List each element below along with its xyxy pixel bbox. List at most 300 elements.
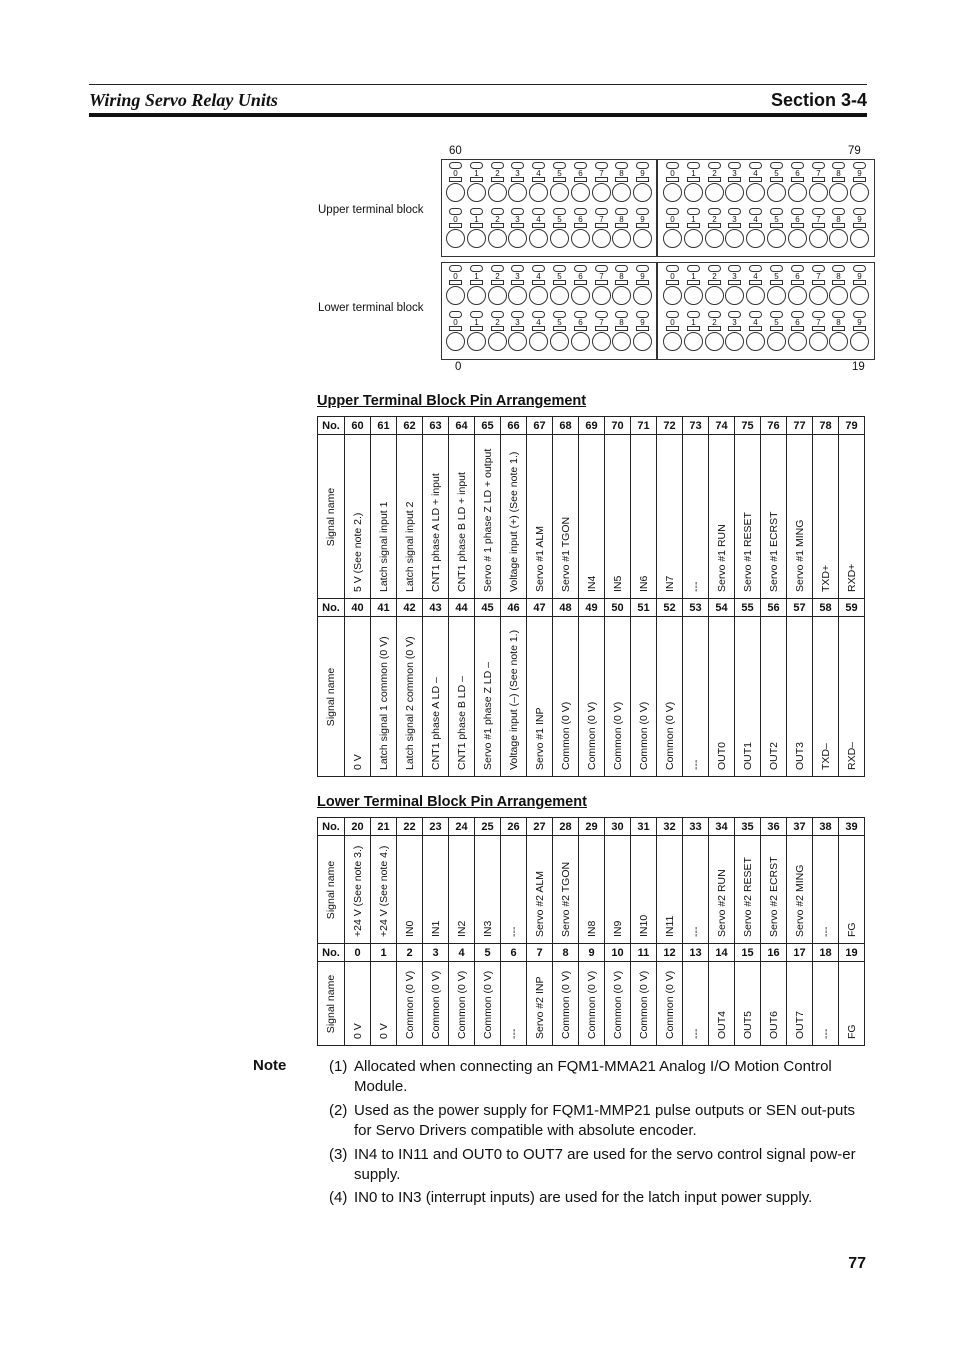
- pin-number: 72: [657, 417, 683, 435]
- pin-bar: [470, 280, 483, 285]
- terminal-screw: [488, 286, 507, 305]
- pin-number: 11: [631, 944, 657, 962]
- terminal-screw: [829, 332, 848, 351]
- pin-bar: [749, 326, 762, 331]
- signal-cell: [683, 435, 709, 599]
- signal-cell: [657, 435, 683, 599]
- pin-number: 70: [605, 417, 631, 435]
- pin-number: 44: [449, 599, 475, 617]
- page-number: 77: [848, 1255, 866, 1272]
- pin-digit: 6: [795, 318, 800, 327]
- signal-cell: [839, 836, 865, 944]
- note-text: Allocated when connecting an FQM1-MMA21 Analog I/O Motion Control Module.: [354, 1058, 832, 1095]
- pin-digit: 3: [732, 318, 737, 327]
- pin-head: [595, 208, 608, 215]
- pin-head: [749, 311, 762, 318]
- signal-cell: [787, 962, 813, 1046]
- signal-name: Servo #1 RESET: [741, 512, 754, 592]
- pin-digit: 8: [619, 215, 624, 224]
- pin-digit: 3: [732, 272, 737, 281]
- signal-name: Common (0 V): [663, 970, 676, 1039]
- pin-digit: 2: [712, 272, 717, 281]
- pin-bar: [832, 326, 845, 331]
- signal-cell: [631, 836, 657, 944]
- signal-name: 0 V: [351, 1023, 364, 1039]
- pin-digit: 1: [691, 169, 696, 178]
- signal-cell: [709, 435, 735, 599]
- signal-cell: [345, 435, 371, 599]
- pin-head: [687, 265, 700, 272]
- signal-cell: [605, 836, 631, 944]
- terminal-screw: [663, 229, 682, 248]
- signal-cell: [527, 836, 553, 944]
- terminal-screw: [612, 332, 631, 351]
- signal-row: [318, 617, 865, 777]
- signal-cell: [397, 836, 423, 944]
- signal-name: Voltage input (+) (See note 1.): [507, 451, 520, 592]
- terminal-screw: [467, 286, 486, 305]
- terminal-screw: [550, 229, 569, 248]
- pin-digit: 0: [453, 169, 458, 178]
- pin-bar: [636, 326, 649, 331]
- pin-number: 34: [709, 818, 735, 836]
- pin-digit: 3: [732, 169, 737, 178]
- signal-cell: [657, 962, 683, 1046]
- pin-bar: [615, 326, 628, 331]
- pin-head: [491, 208, 504, 215]
- terminal-screw: [788, 332, 807, 351]
- upper-terminal-label: Upper terminal block: [318, 204, 424, 216]
- pin-number: 54: [709, 599, 735, 617]
- signal-name: IN0: [403, 920, 416, 937]
- pin-bar: [511, 326, 524, 331]
- signal-row: [318, 836, 865, 944]
- pin-number: 33: [683, 818, 709, 836]
- terminal-screw: [850, 332, 869, 351]
- pin-number: 74: [709, 417, 735, 435]
- signal-name: FG: [845, 922, 858, 937]
- pin-digit: 4: [753, 169, 758, 178]
- pin-digit: 2: [495, 169, 500, 178]
- upper-block-divider: [656, 159, 658, 257]
- signal-cell: [423, 435, 449, 599]
- note-item: [329, 1057, 869, 1101]
- signal-name: IN10: [637, 914, 650, 937]
- pin-head: [666, 265, 679, 272]
- signal-name: Servo #2 MING: [793, 864, 806, 937]
- signal-name: IN7: [663, 575, 676, 592]
- pin-number: 25: [475, 818, 501, 836]
- signal-name: IN11: [663, 915, 676, 937]
- pin-digit: 5: [774, 215, 779, 224]
- signal-name: IN1: [429, 920, 442, 937]
- pin-bar: [770, 326, 783, 331]
- pin-head: [636, 265, 649, 272]
- pin-digit: 8: [836, 215, 841, 224]
- terminal-screw: [809, 286, 828, 305]
- signal-cell: [761, 962, 787, 1046]
- pin-bar: [853, 223, 866, 228]
- terminal-screw: [663, 183, 682, 202]
- number-row: [318, 417, 865, 435]
- signal-cell: [709, 617, 735, 777]
- signal-name: Servo #1 TGON: [559, 516, 572, 592]
- pin-bar: [708, 326, 721, 331]
- pin-head: [574, 265, 587, 272]
- signal-name: ---: [507, 926, 520, 937]
- signal-cell: [527, 435, 553, 599]
- signal-cell: [605, 435, 631, 599]
- terminal-screw: [788, 286, 807, 305]
- pin-head: [470, 265, 483, 272]
- pin-bar: [491, 223, 504, 228]
- number-row: [318, 818, 865, 836]
- note-number: (3): [329, 1146, 348, 1163]
- pin-bar: [553, 177, 566, 182]
- terminal-screw: [684, 332, 703, 351]
- terminal-screw: [633, 286, 652, 305]
- pin-head: [532, 265, 545, 272]
- signal-cell: [657, 836, 683, 944]
- pin-head: [470, 311, 483, 318]
- pin-bar: [708, 280, 721, 285]
- pin-digit: 3: [732, 215, 737, 224]
- pin-bar: [615, 280, 628, 285]
- terminal-screw: [850, 183, 869, 202]
- signal-name: Servo #2 INP: [533, 976, 546, 1039]
- pin-bar: [470, 177, 483, 182]
- signal-name: ---: [689, 759, 702, 770]
- pin-bar: [812, 177, 825, 182]
- terminal-screw: [571, 332, 590, 351]
- pin-number: 31: [631, 818, 657, 836]
- signal-name: RXD+: [845, 563, 858, 592]
- pin-bar: [666, 280, 679, 285]
- lower-pin-table: [317, 817, 865, 1046]
- terminal-screw: [705, 286, 724, 305]
- signal-name: ---: [689, 1028, 702, 1039]
- pin-head: [491, 162, 504, 169]
- pin-number: 32: [657, 818, 683, 836]
- pin-number: 59: [839, 599, 865, 617]
- no-label: No.: [318, 944, 345, 962]
- pin-number: 75: [735, 417, 761, 435]
- pin-head: [812, 311, 825, 318]
- note-item: [329, 1145, 869, 1189]
- signal-name: Servo #2 RUN: [715, 869, 728, 937]
- terminal-screw: [571, 183, 590, 202]
- pin-head: [574, 311, 587, 318]
- pin-head: [708, 162, 721, 169]
- signal-row: [318, 962, 865, 1046]
- signal-name: OUT5: [741, 1010, 754, 1039]
- pin-number: 79: [839, 417, 865, 435]
- pin-bar: [853, 177, 866, 182]
- pin-digit: 2: [495, 215, 500, 224]
- signal-name: Latch signal 2 common (0 V): [403, 636, 416, 770]
- signal-cell: [839, 962, 865, 1046]
- terminal-diagram: [0, 0, 954, 390]
- pin-number: 6: [501, 944, 527, 962]
- signal-cell: [475, 962, 501, 1046]
- pin-digit: 2: [495, 272, 500, 281]
- signal-name: Common (0 V): [611, 701, 624, 770]
- signal-label-cell: [318, 836, 345, 944]
- terminal-screw: [809, 183, 828, 202]
- pin-digit: 1: [474, 169, 479, 178]
- signal-cell: [501, 617, 527, 777]
- pin-bar: [749, 223, 762, 228]
- pin-digit: 0: [670, 272, 675, 281]
- pin-head: [666, 208, 679, 215]
- terminal-screw: [592, 183, 611, 202]
- pin-number: 36: [761, 818, 787, 836]
- pin-head: [749, 162, 762, 169]
- signal-cell: [631, 617, 657, 777]
- upper-pin-table: [317, 416, 865, 777]
- signal-cell: [423, 617, 449, 777]
- pin-bar: [595, 223, 608, 228]
- pin-digit: 5: [557, 272, 562, 281]
- pin-head: [687, 162, 700, 169]
- pin-number: 5: [475, 944, 501, 962]
- num-top-right: 79: [848, 145, 861, 157]
- pin-head: [511, 311, 524, 318]
- pin-digit: 9: [857, 215, 862, 224]
- terminal-screw: [508, 183, 527, 202]
- signal-name: OUT1: [741, 741, 754, 770]
- terminal-screw: [663, 332, 682, 351]
- pin-number: 45: [475, 599, 501, 617]
- pin-number: 19: [839, 944, 865, 962]
- signal-cell: [839, 435, 865, 599]
- signal-name: OUT6: [767, 1010, 780, 1039]
- pin-number: 1: [371, 944, 397, 962]
- pin-number: 24: [449, 818, 475, 836]
- pin-digit: 7: [599, 169, 604, 178]
- terminal-screw: [746, 183, 765, 202]
- signal-name: Common (0 V): [455, 970, 468, 1039]
- pin-head: [615, 311, 628, 318]
- signal-cell: [501, 836, 527, 944]
- signal-label-cell: [318, 962, 345, 1046]
- terminal-screw: [592, 332, 611, 351]
- pin-bar: [615, 223, 628, 228]
- lower-section-title: Lower Terminal Block Pin Arrangement: [317, 794, 587, 810]
- pin-number: 78: [813, 417, 839, 435]
- pin-number: 67: [527, 417, 553, 435]
- pin-head: [574, 208, 587, 215]
- signal-cell: [631, 962, 657, 1046]
- pin-digit: 5: [774, 272, 779, 281]
- pin-bar: [749, 280, 762, 285]
- terminal-screw: [684, 183, 703, 202]
- terminal-screw: [684, 229, 703, 248]
- pin-head: [770, 311, 783, 318]
- pin-head: [449, 162, 462, 169]
- pin-head: [491, 311, 504, 318]
- pin-digit: 5: [557, 215, 562, 224]
- signal-name: Servo #1 RUN: [715, 524, 728, 592]
- terminal-screw: [767, 286, 786, 305]
- pin-head: [532, 311, 545, 318]
- signal-name: Common (0 V): [403, 970, 416, 1039]
- terminal-screw: [746, 332, 765, 351]
- signal-name: ---: [689, 581, 702, 592]
- pin-bar: [574, 177, 587, 182]
- signal-cell: [449, 617, 475, 777]
- pin-head: [532, 208, 545, 215]
- pin-number: 37: [787, 818, 813, 836]
- signal-cell: [371, 435, 397, 599]
- signal-name: OUT4: [715, 1010, 728, 1039]
- pin-digit: 6: [578, 318, 583, 327]
- terminal-screw: [705, 183, 724, 202]
- pin-digit: 7: [816, 272, 821, 281]
- pin-head: [491, 265, 504, 272]
- pin-bar: [728, 177, 741, 182]
- terminal-screw: [592, 229, 611, 248]
- signal-name: CNT1 phase B LD + input: [455, 472, 468, 592]
- pin-digit: 9: [857, 318, 862, 327]
- pin-bar: [666, 326, 679, 331]
- pin-number: 8: [553, 944, 579, 962]
- pin-head: [728, 311, 741, 318]
- signal-name: +24 V (See note 4.): [377, 845, 390, 937]
- pin-number: 15: [735, 944, 761, 962]
- note-text: IN4 to IN11 and OUT0 to OUT7 are used for the servo control signal pow-er supply.: [354, 1146, 856, 1183]
- signal-name: CNT1 phase A LD + input: [429, 473, 442, 592]
- signal-cell: [475, 617, 501, 777]
- signal-name: FG: [845, 1024, 858, 1039]
- signal-cell: [813, 962, 839, 1046]
- pin-digit: 7: [816, 215, 821, 224]
- terminal-screw: [446, 286, 465, 305]
- signal-label: Signal name: [325, 667, 337, 726]
- pin-head: [853, 208, 866, 215]
- signal-name: Servo #2 ALM: [533, 871, 546, 937]
- note-heading: Note: [253, 1057, 287, 1074]
- signal-cell: [501, 962, 527, 1046]
- signal-cell: [527, 617, 553, 777]
- signal-name: Common (0 V): [637, 701, 650, 770]
- terminal-screw: [508, 332, 527, 351]
- lower-terminal-label: Lower terminal block: [318, 302, 424, 314]
- pin-digit: 6: [795, 169, 800, 178]
- pin-number: 30: [605, 818, 631, 836]
- pin-head: [615, 162, 628, 169]
- pin-head: [708, 311, 721, 318]
- terminal-screw: [767, 229, 786, 248]
- pin-head: [666, 162, 679, 169]
- terminal-screw: [529, 286, 548, 305]
- pin-head: [615, 208, 628, 215]
- signal-name: Voltage input (–) (See note 1.): [507, 629, 520, 770]
- pin-number: 13: [683, 944, 709, 962]
- signal-name: CNT1 phase B LD –: [455, 676, 468, 770]
- signal-name: IN3: [481, 920, 494, 937]
- terminal-screw: [705, 332, 724, 351]
- pin-number: 38: [813, 818, 839, 836]
- signal-cell: [397, 435, 423, 599]
- signal-cell: [579, 836, 605, 944]
- pin-bar: [708, 177, 721, 182]
- signal-name: TXD+: [819, 564, 832, 592]
- no-label: No.: [318, 818, 345, 836]
- signal-cell: [345, 962, 371, 1046]
- terminal-screw: [829, 183, 848, 202]
- pin-digit: 0: [670, 215, 675, 224]
- terminal-screw: [446, 332, 465, 351]
- note-number: (4): [329, 1189, 348, 1206]
- pin-head: [449, 208, 462, 215]
- signal-cell: [501, 435, 527, 599]
- terminal-screw: [725, 332, 744, 351]
- terminal-screw: [684, 286, 703, 305]
- pin-digit: 2: [495, 318, 500, 327]
- signal-cell: [371, 836, 397, 944]
- no-label: No.: [318, 599, 345, 617]
- pin-head: [832, 208, 845, 215]
- pin-head: [791, 311, 804, 318]
- pin-digit: 9: [857, 272, 862, 281]
- pin-head: [511, 162, 524, 169]
- signal-name: Servo #1 phase Z LD –: [481, 662, 494, 770]
- pin-digit: 0: [670, 318, 675, 327]
- signal-cell: [735, 836, 761, 944]
- note-item: [329, 1188, 869, 1232]
- pin-bar: [511, 223, 524, 228]
- pin-bar: [812, 326, 825, 331]
- signal-name: Latch signal input 2: [403, 501, 416, 592]
- pin-head: [791, 265, 804, 272]
- terminal-screw: [508, 229, 527, 248]
- pin-head: [853, 311, 866, 318]
- pin-number: 50: [605, 599, 631, 617]
- pin-bar: [491, 280, 504, 285]
- pin-digit: 4: [536, 272, 541, 281]
- pin-number: 9: [579, 944, 605, 962]
- pin-bar: [532, 280, 545, 285]
- signal-name: Servo # 1 phase Z LD + output: [481, 448, 494, 592]
- terminal-screw: [788, 229, 807, 248]
- signal-name: ---: [819, 926, 832, 937]
- pin-bar: [770, 223, 783, 228]
- signal-cell: [735, 435, 761, 599]
- signal-name: Common (0 V): [559, 701, 572, 770]
- signal-cell: [761, 617, 787, 777]
- terminal-screw: [467, 332, 486, 351]
- signal-name: Common (0 V): [585, 701, 598, 770]
- signal-name: IN4: [585, 575, 598, 592]
- pin-bar: [511, 280, 524, 285]
- signal-name: ---: [689, 926, 702, 937]
- pin-bar: [532, 177, 545, 182]
- signal-name: Servo #1 INP: [533, 707, 546, 770]
- pin-bar: [574, 223, 587, 228]
- pin-bar: [553, 280, 566, 285]
- signal-name: Latch signal 1 common (0 V): [377, 636, 390, 770]
- pin-digit: 7: [599, 318, 604, 327]
- signal-cell: [761, 836, 787, 944]
- pin-number: 64: [449, 417, 475, 435]
- pin-head: [470, 162, 483, 169]
- pin-digit: 5: [557, 318, 562, 327]
- signal-name: Servo #2 ECRST: [767, 856, 780, 937]
- terminal-screw: [809, 332, 828, 351]
- pin-bar: [532, 223, 545, 228]
- pin-bar: [853, 326, 866, 331]
